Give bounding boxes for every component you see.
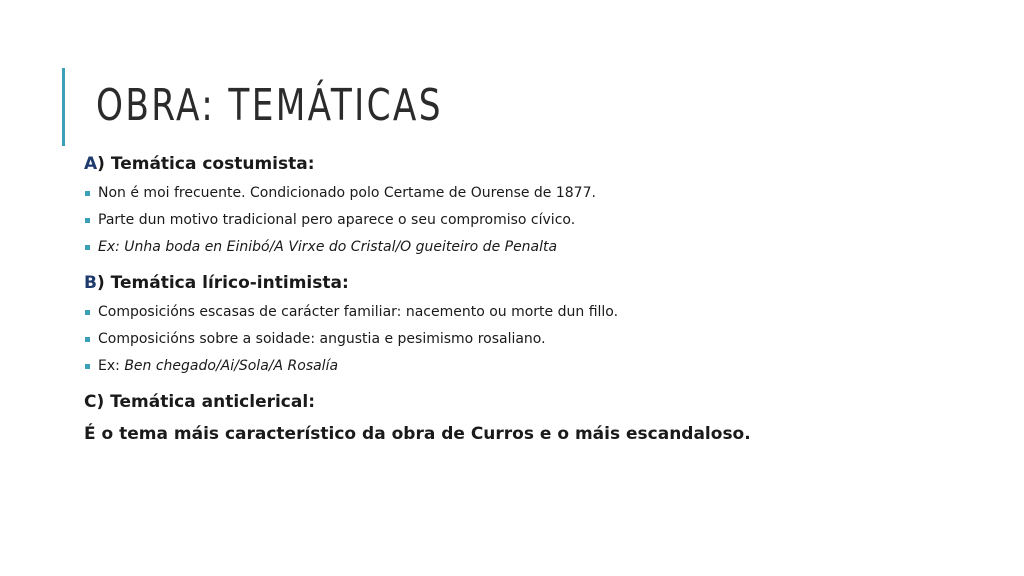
final-statement: É o tema máis característico da obra de Curros e o máis escandaloso. xyxy=(84,424,751,444)
list-item xyxy=(84,180,984,207)
bullet-icon xyxy=(85,245,90,250)
section-b-heading xyxy=(84,271,984,295)
section-a xyxy=(84,152,984,261)
section-b-letter: B xyxy=(84,273,97,293)
section-a-heading-text: ) Temática costumista: xyxy=(97,154,315,174)
title-accent-bar xyxy=(62,68,65,146)
list-item-text: Composicións sobre a soidade: angustia e pesimismo rosaliano. xyxy=(98,331,546,347)
list-item xyxy=(84,326,984,353)
section-b xyxy=(84,271,984,380)
bullet-icon xyxy=(85,310,90,315)
section-a-heading xyxy=(84,152,984,176)
list-item-prefix: Ex: xyxy=(98,358,125,374)
bullet-icon xyxy=(85,191,90,196)
list-item-text: Non é moi frecuente. Condicionado polo Certame de Ourense de 1877. xyxy=(98,185,596,201)
list-item-text: Parte dun motivo tradicional pero aparece o seu compromiso cívico. xyxy=(98,212,576,228)
list-item xyxy=(84,299,984,326)
list-item-text: Composicións escasas de carácter familiar: nacemento ou morte dun fillo. xyxy=(98,304,619,320)
list-item xyxy=(84,353,984,380)
section-a-bullets xyxy=(84,180,984,261)
bullet-icon xyxy=(85,337,90,342)
section-c-heading: C) Temática anticlerical: xyxy=(84,392,315,412)
section-b-heading-text: ) Temática lírico-intimista: xyxy=(96,273,349,293)
slide-title: OBRA: TEMÁTICAS xyxy=(96,80,443,131)
slide-content xyxy=(84,152,984,446)
list-item-text: Ex: Unha boda en Einibó/A Virxe do Cristal/O gueiteiro de Penalta xyxy=(98,239,558,255)
list-item xyxy=(84,234,984,261)
list-item xyxy=(84,207,984,234)
section-b-bullets xyxy=(84,299,984,380)
bullet-icon xyxy=(85,218,90,223)
list-item-italic-text: Ben chegado/Ai/Sola/A Rosalía xyxy=(124,358,339,374)
bullet-icon xyxy=(85,364,90,369)
section-a-letter: A xyxy=(84,154,98,174)
